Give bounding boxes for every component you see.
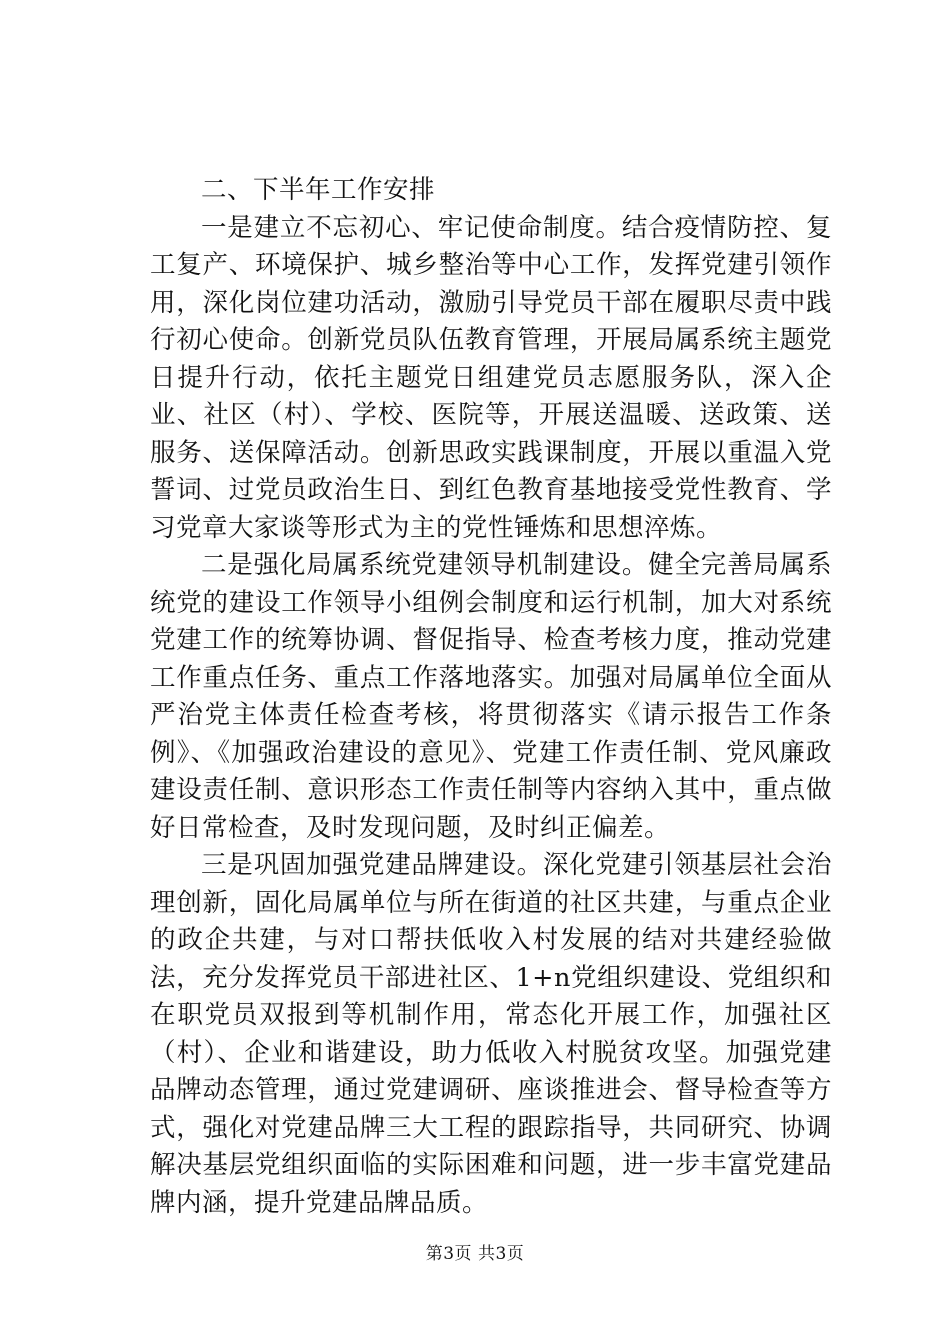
page-number-footer: 第3页 共3页 [425, 1244, 525, 1264]
document-body [150, 172, 832, 1222]
section-heading: 二、下半年工作安排 [201, 175, 436, 205]
paragraph-2: 二是强化局属系统党建领导机制建设。健全完善局属系统党的建设工作领导小组例会制度和运行机制，加大对系统党建工作的统筹协调、督促指导、检查考核力度，推动党建工作重点任务、重点工作落地落实。加强对局属单位全面从严治党主体责任检查考核，将贯彻落实《请示报告工作条例》、《加强政治建设的意见》、党建工作责任制、党风廉政建设责任制、意识形态工作责任制等内容纳入其中，重点做好日常检查，及时发现问题，及时纠正偏差。 [150, 550, 832, 843]
paragraph-1: 一是建立不忘初心、牢记使命制度。结合疫情防控、复工复产、环境保护、城乡整治等中心工作，发挥党建引领作用，深化岗位建功活动，激励引导党员干部在履职尽责中践行初心使命。创新党员队伍教育管理，开展局属系统主题党日提升行动，依托主题党日组建党员志愿服务队，深入企业、社区（村）、学校、医院等，开展送温暖、送政策、送服务、送保障活动。创新思政实践课制度，开展以重温入党誓词、过党员政治生日、到红色教育基地接受党性教育、学习党章大家谈等形式为主的党性锤炼和思想淬炼。 [150, 212, 832, 543]
paragraph-3: 三是巩固加强党建品牌建设。深化党建引领基层社会治理创新，固化局属单位与所在街道的社区共建，与重点企业的政企共建，与对口帮扶低收入村发展的结对共建经验做法，充分发挥党员干部进社区、1+n党组织建设、党组织和在职党员双报到等机制作用，常态化开展工作，加强社区（村）、企业和谐建设，助力低收入村脱贫攻坚。加强党建品牌动态管理，通过党建调研、座谈推进会、督导检查等方式，强化对党建品牌三大工程的跟踪指导，共同研究、协调解决基层党组织面临的实际困难和问题，进一步丰富党建品牌内涵，提升党建品牌品质。 [150, 850, 832, 1218]
